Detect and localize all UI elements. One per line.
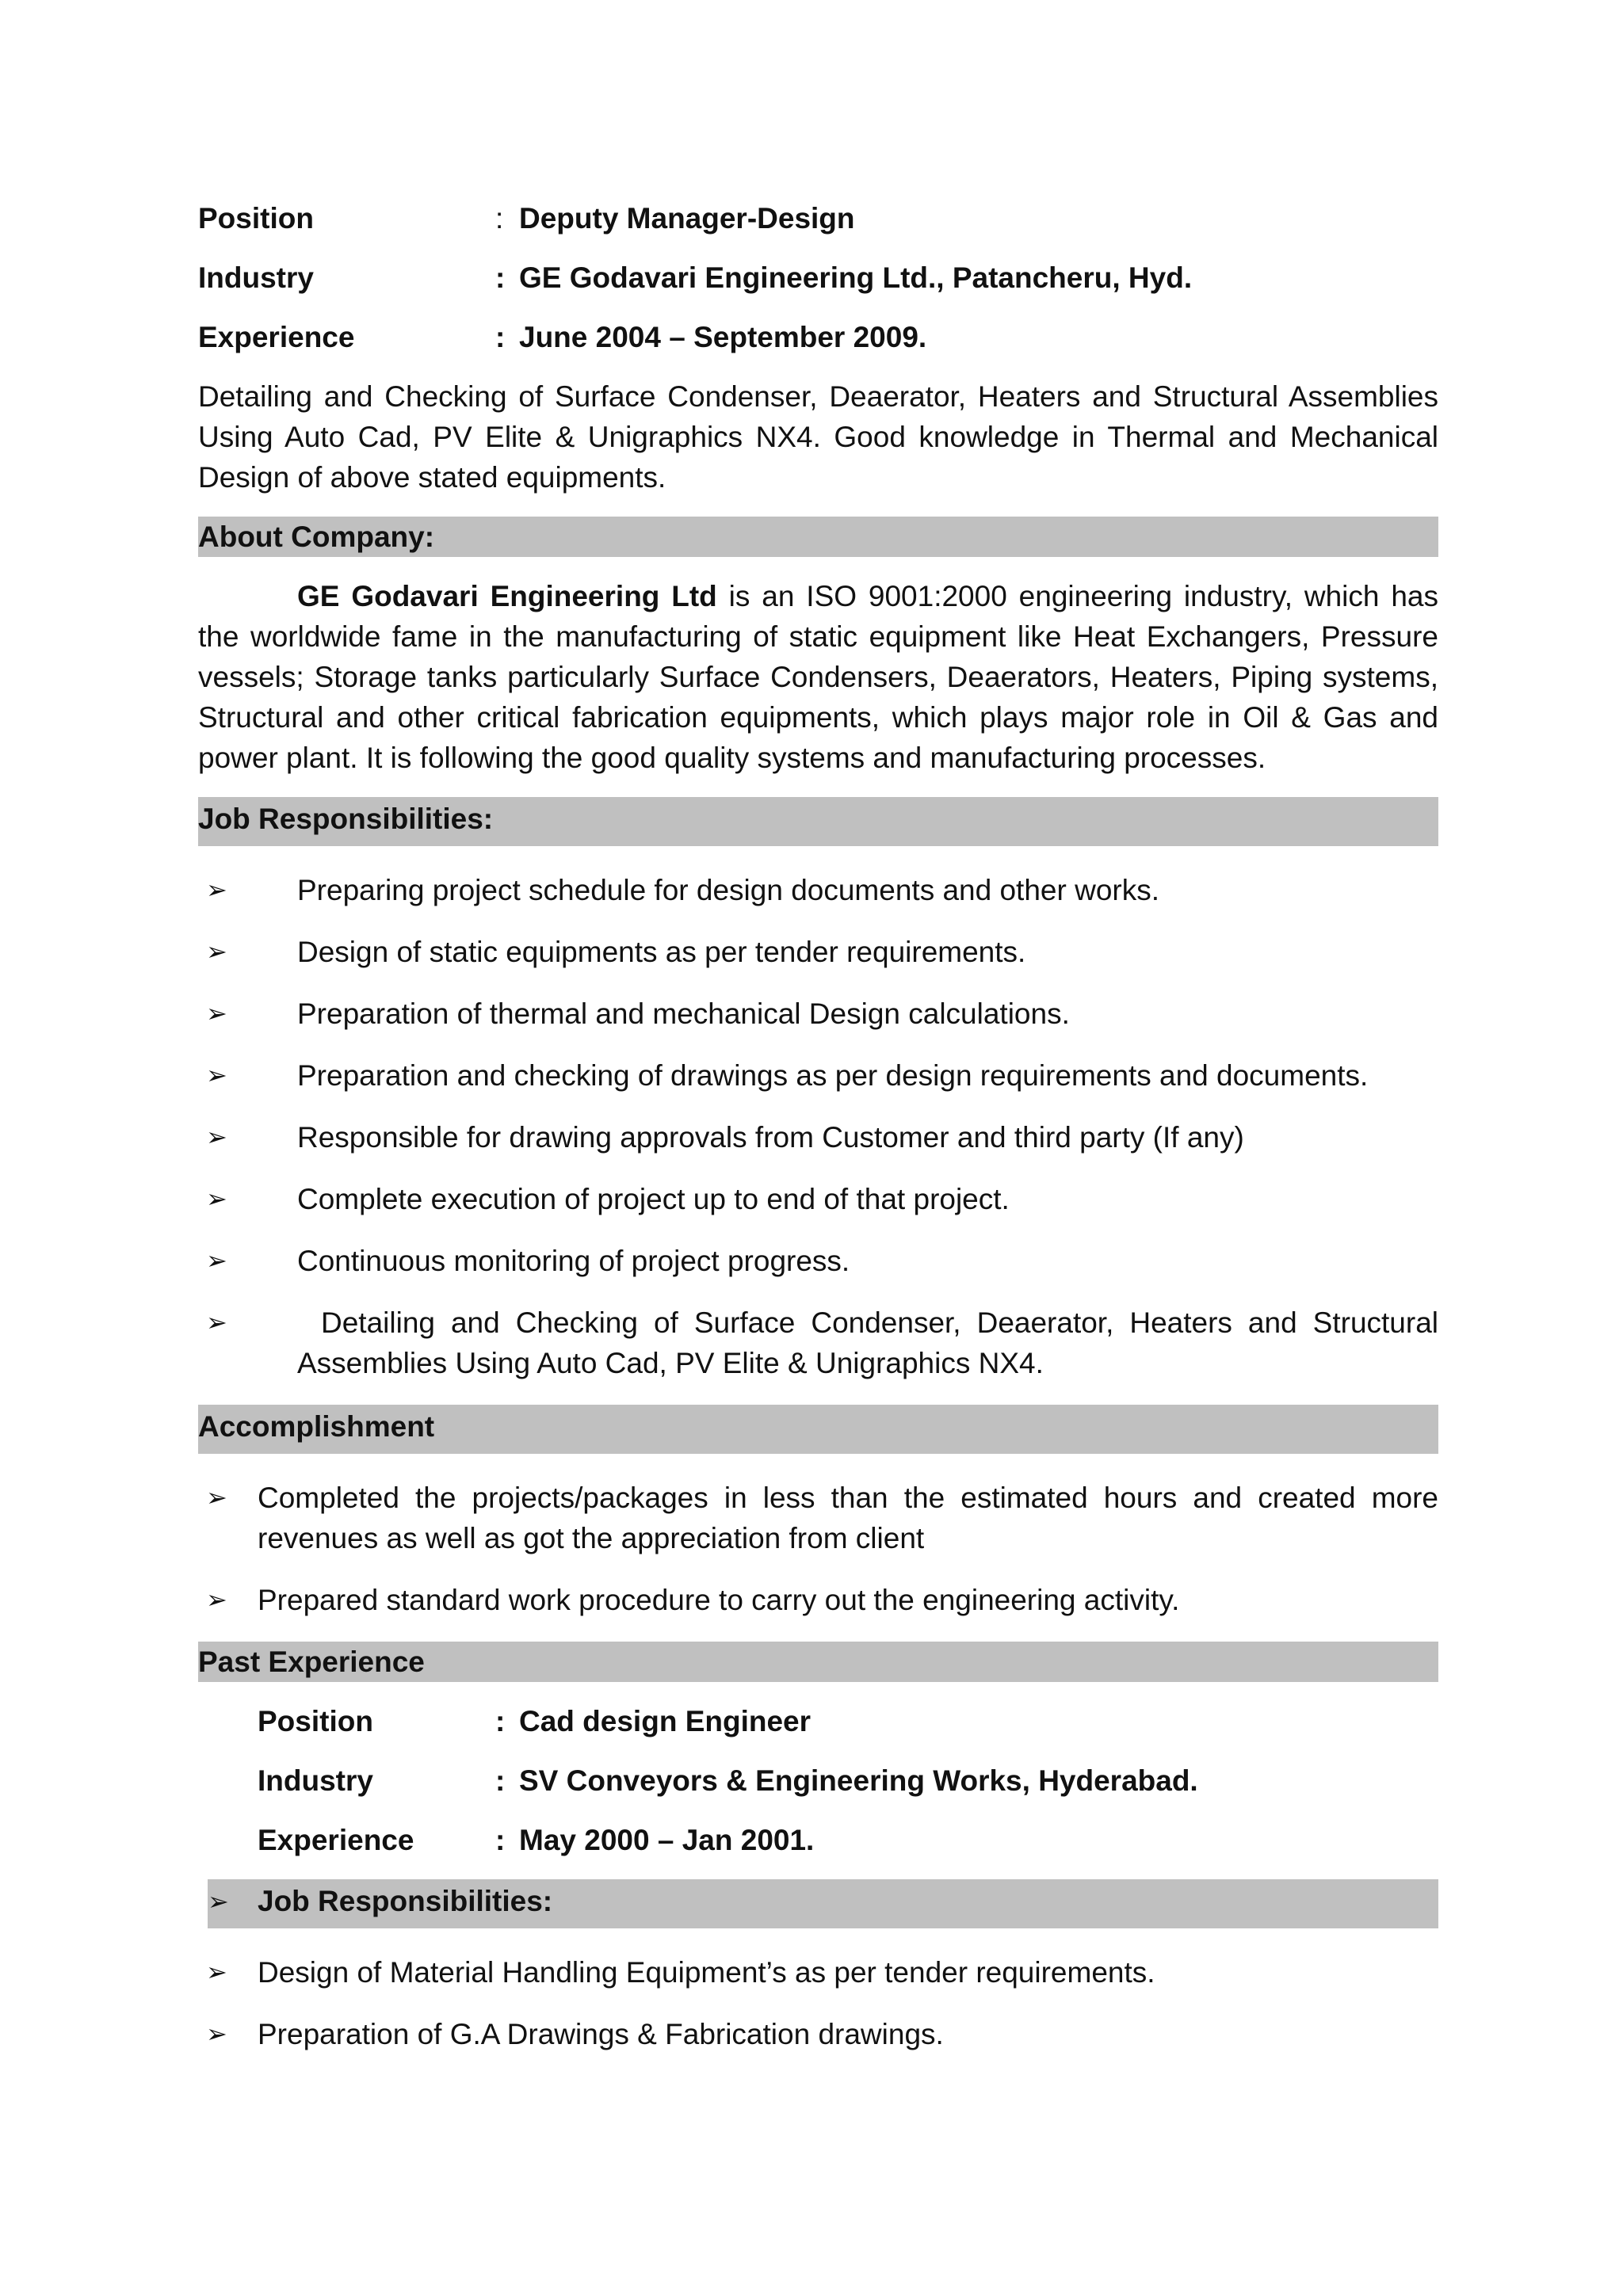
industry-row	[198, 257, 1438, 297]
past-experience-details	[198, 1701, 1438, 1859]
arrow-bullet-icon: ➢	[206, 1307, 227, 1337]
past-position-value: Cad design Engineer	[519, 1705, 812, 1737]
past-industry-value: SV Conveyors & Engineering Works, Hyderabad.	[519, 1764, 1198, 1797]
industry-value: GE Godavari Engineering Ltd., Patancheru, Hyd.	[519, 261, 1193, 294]
past-industry-label: Industry	[258, 1764, 373, 1797]
job-summary: Detailing and Checking of Surface Condenser, Deaerator, Heaters and Structural Assemblies Using Auto Cad, PV Elite & Unigraphics NX4. Good knowledge in Thermal and Mechanical Design of above stated equipments.	[198, 380, 1438, 494]
list-item-text: Preparation of thermal and mechanical Design calculations.	[297, 997, 1070, 1030]
list-item	[198, 870, 1438, 910]
arrow-bullet-icon: ➢	[206, 1482, 227, 1512]
list-item	[198, 1055, 1438, 1096]
list-item-text: Preparing project schedule for design documents and other works.	[297, 874, 1159, 906]
list-item-text: Detailing and Checking of Surface Condenser, Deaerator, Heaters and Structural Assemblies Using Auto Cad, PV Elite & Unigraphics NX4.	[297, 1306, 1438, 1379]
industry-label: Industry	[198, 261, 314, 294]
list-item-text: Complete execution of project up to end of that project.	[297, 1183, 1010, 1215]
past-position-label: Position	[258, 1705, 373, 1737]
list-item-text: Design of static equipments as per tender requirements.	[297, 936, 1026, 968]
arrow-bullet-icon: ➢	[206, 1060, 227, 1090]
list-item	[198, 1580, 1438, 1620]
past-position-separator: :	[495, 1705, 506, 1737]
position-row	[198, 198, 1438, 238]
accomplishment-list	[198, 1478, 1438, 1620]
list-item-text: Preparation and checking of drawings as per design requirements and documents.	[297, 1059, 1369, 1092]
position-separator: :	[495, 202, 504, 235]
past-position-row	[258, 1701, 1438, 1741]
list-item	[198, 2014, 1438, 2054]
past-experience-value: May 2000 – Jan 2001.	[519, 1824, 815, 1856]
accomplishment-heading: Accomplishment	[198, 1405, 1438, 1454]
arrow-bullet-icon: ➢	[208, 1886, 229, 1917]
past-experience-separator: :	[495, 1824, 506, 1856]
past-job-responsibilities-heading	[208, 1879, 1438, 1928]
arrow-bullet-icon: ➢	[206, 875, 227, 905]
experience-separator: :	[495, 321, 506, 353]
job-responsibilities-list	[198, 870, 1438, 1383]
list-item	[198, 1117, 1438, 1158]
position-label: Position	[198, 202, 314, 235]
about-company-heading: About Company:	[198, 517, 1438, 557]
arrow-bullet-icon: ➢	[206, 1245, 227, 1276]
arrow-bullet-icon: ➢	[206, 2019, 227, 2049]
about-company-paragraph	[198, 576, 1438, 778]
past-experience-label: Experience	[258, 1824, 414, 1856]
list-item-text: Continuous monitoring of project progress.	[297, 1245, 850, 1277]
list-item	[198, 1478, 1438, 1558]
list-item	[198, 1302, 1438, 1383]
list-item	[198, 1179, 1438, 1219]
list-item-text: Design of Material Handling Equipment’s as per tender requirements.	[258, 1956, 1155, 1989]
industry-separator: :	[495, 261, 506, 294]
position-value: Deputy Manager-Design	[519, 202, 855, 235]
arrow-bullet-icon: ➢	[206, 1957, 227, 1987]
list-item-text: Prepared standard work procedure to carry out the engineering activity.	[258, 1584, 1180, 1616]
list-item	[198, 1952, 1438, 1993]
job-responsibilities-heading: Job Responsibilities:	[198, 797, 1438, 846]
list-item-text: Preparation of G.A Drawings & Fabrication drawings.	[258, 2018, 944, 2050]
list-item	[198, 1241, 1438, 1281]
arrow-bullet-icon: ➢	[206, 1585, 227, 1615]
list-item-text: Completed the projects/packages in less than the estimated hours and created more revenues as well as got the appreciation from client	[258, 1482, 1438, 1554]
past-industry-separator: :	[495, 1764, 506, 1797]
past-industry-row	[258, 1760, 1438, 1800]
resume-content	[198, 198, 1438, 2076]
arrow-bullet-icon: ➢	[206, 936, 227, 967]
past-job-responsibilities-label: Job Responsibilities:	[258, 1885, 553, 1917]
arrow-bullet-icon: ➢	[206, 1184, 227, 1214]
arrow-bullet-icon: ➢	[206, 998, 227, 1028]
arrow-bullet-icon: ➢	[206, 1122, 227, 1152]
past-experience-row	[258, 1820, 1438, 1859]
company-name: GE Godavari Engineering Ltd	[297, 580, 717, 612]
experience-value: June 2004 – September 2009.	[519, 321, 927, 353]
list-item-text: Responsible for drawing approvals from Customer and third party (If any)	[297, 1121, 1244, 1154]
company-description: is an ISO 9001:2000 engineering industry, which has the worldwide fame in the manufacturing of static equipment like Heat Exchangers, Pressure vessels; Storage tanks particularly Surface Condensers, Deaerators, Heaters, Piping systems, Structural and other critical fabrication equipments, which plays major role in Oil & Gas and power plant. It is following the good quality systems and manufacturing processes.	[198, 580, 1438, 774]
list-item	[198, 994, 1438, 1034]
list-item	[198, 932, 1438, 972]
experience-row	[198, 317, 1438, 357]
past-job-responsibilities-list	[198, 1952, 1438, 2054]
past-experience-heading: Past Experience	[198, 1642, 1438, 1682]
experience-label: Experience	[198, 321, 355, 353]
